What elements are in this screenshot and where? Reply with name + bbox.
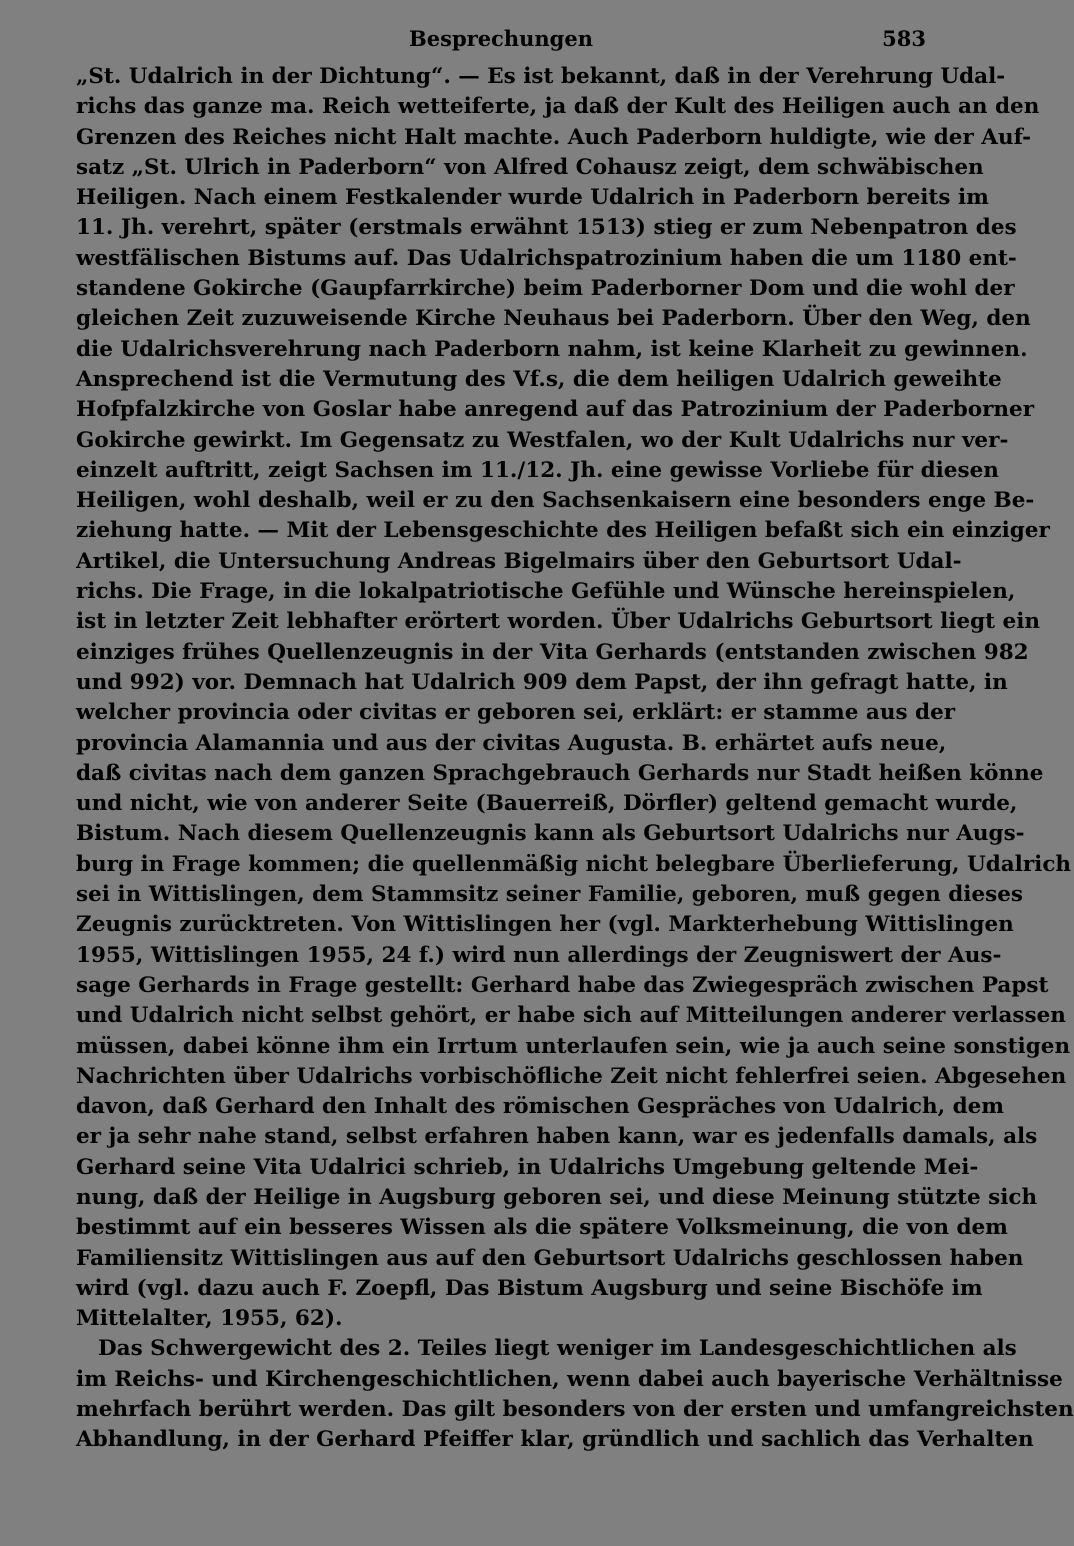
text-line: nung, daß der Heilige in Augsburg geboren sei, und diese Meinung stützte sich bbox=[76, 1184, 1038, 1210]
text-line: „St. Udalrich in der Dichtung“. — Es ist bekannt, daß in der Verehrung Udal- bbox=[76, 64, 1006, 89]
text-line: ziehung hatte. — Mit der Lebensgeschichte des Heiligen befaßt sich ein einziger bbox=[76, 518, 1050, 544]
text-line: müssen, dabei könne ihm ein Irrtum unterlaufen sein, wie ja auch seine sonstigen bbox=[76, 1033, 1071, 1059]
text-line: Hofpfalzkirche von Goslar habe anregend auf das Patrozinium der Paderborner bbox=[76, 397, 1035, 423]
text-line: Heiligen. Nach einem Festkalender wurde Udalrich in Paderborn bereits im bbox=[76, 185, 989, 211]
text-line: und Udalrich nicht selbst gehört, er habe sich auf Mitteilungen anderer verlassen bbox=[76, 1003, 1066, 1029]
text-line: 1955, Wittislingen 1955, 24 f.) wird nun allerdings der Zeugniswert der Aus- bbox=[76, 942, 1002, 968]
body-text bbox=[76, 62, 1074, 1456]
text-line: Grenzen des Reiches nicht Halt machte. Auch Paderborn huldigte, wie der Auf- bbox=[76, 124, 1031, 150]
text-line: und nicht, wie von anderer Seite (Bauerreiß, Dörfler) geltend gemacht wurde, bbox=[76, 791, 1018, 817]
text-line: Heiligen, wohl deshalb, weil er zu den Sachsenkaisern eine besonders enge Be- bbox=[76, 488, 1035, 514]
page-number: 583 bbox=[882, 26, 926, 51]
text-line: wird (vgl. dazu auch F. Zoepfl, Das Bistum Augsburg und seine Bischöfe im bbox=[76, 1275, 983, 1301]
text-line: richs das ganze ma. Reich wetteiferte, ja daß der Kult des Heiligen auch an den bbox=[76, 94, 1040, 120]
text-line: westfälischen Bistums auf. Das Udalrichspatrozinium haben die um 1180 ent- bbox=[76, 245, 1017, 271]
text-line: Artikel, die Untersuchung Andreas Bigelmairs über den Geburtsort Udal- bbox=[76, 548, 962, 574]
text-line: die Udalrichsverehrung nach Paderborn nahm, ist keine Klarheit zu gewinnen. bbox=[76, 336, 1028, 362]
text-line: provincia Alamannia und aus der civitas Augusta. B. erhärtet aufs neue, bbox=[76, 730, 947, 756]
running-title: Besprechungen bbox=[409, 26, 593, 51]
text-line: Nachrichten über Udalrichs vorbischöfliche Zeit nicht fehlerfrei seien. Abgesehen bbox=[76, 1063, 1067, 1089]
text-line: standene Gokirche (Gaupfarrkirche) beim Paderborner Dom und die wohl der bbox=[76, 276, 1015, 302]
text-line: Bistum. Nach diesem Quellenzeugnis kann als Geburtsort Udalrichs nur Augs- bbox=[76, 821, 1025, 847]
paragraph bbox=[76, 62, 1072, 1334]
text-line: richs. Die Frage, in die lokalpatriotische Gefühle und Wünsche hereinspielen, bbox=[76, 579, 1016, 605]
text-line: Ansprechend ist die Vermutung des Vf.s, die dem heiligen Udalrich geweihte bbox=[76, 366, 1002, 392]
text-line: sage Gerhards in Frage gestellt: Gerhard habe das Zwiegespräch zwischen Papst bbox=[76, 972, 1049, 998]
text-line: einzelt auftritt, zeigt Sachsen im 11./12. Jh. eine gewisse Vorliebe für diesen bbox=[76, 457, 999, 483]
text-line: Familiensitz Wittislingen aus auf den Geburtsort Udalrichs geschlossen haben bbox=[76, 1245, 1024, 1271]
running-header bbox=[76, 24, 926, 58]
text-line: im Reichs- und Kirchengeschichtlichen, wenn dabei auch bayerische Verhältnisse bbox=[76, 1366, 1063, 1392]
text-line: Abhandlung, in der Gerhard Pfeiffer klar, gründlich und sachlich das Verhalten bbox=[76, 1427, 1034, 1453]
text-line: Gokirche gewirkt. Im Gegensatz zu Westfalen, wo der Kult Udalrichs nur ver- bbox=[76, 427, 1009, 453]
text-line: Das Schwergewicht des 2. Teiles liegt weniger im Landesgeschichtlichen als bbox=[98, 1336, 1017, 1362]
text-line: einziges frühes Quellenzeugnis in der Vita Gerhards (entstanden zwischen 982 bbox=[76, 639, 1029, 665]
text-line: davon, daß Gerhard den Inhalt des römischen Gespräches von Udalrich, dem bbox=[76, 1094, 1005, 1120]
text-line: er ja sehr nahe stand, selbst erfahren haben kann, war es jedenfalls damals, als bbox=[76, 1124, 1038, 1150]
text-line: gleichen Zeit zuzuweisende Kirche Neuhaus bei Paderborn. Über den Weg, den bbox=[76, 306, 1031, 332]
text-line: daß civitas nach dem ganzen Sprachgebrauch Gerhards nur Stadt heißen könne bbox=[76, 760, 1044, 786]
text-line: und 992) vor. Demnach hat Udalrich 909 dem Papst, der ihn gefragt hatte, in bbox=[76, 669, 1008, 695]
text-line: Gerhard seine Vita Udalrici schrieb, in Udalrichs Umgebung geltende Mei- bbox=[76, 1154, 979, 1180]
paragraph bbox=[76, 1334, 1074, 1455]
text-line: bestimmt auf ein besseres Wissen als die spätere Volksmeinung, die von dem bbox=[76, 1215, 1008, 1241]
text-line: sei in Wittislingen, dem Stammsitz seiner Familie, geboren, muß gegen dieses bbox=[76, 882, 1023, 908]
text-line: burg in Frage kommen; die quellenmäßig nicht belegbare Überlieferung, Udalrich bbox=[76, 851, 1072, 877]
text-line: Zeugnis zurücktreten. Von Wittislingen her (vgl. Markterhebung Wittislingen bbox=[76, 912, 1014, 938]
text-line: welcher provincia oder civitas er geboren sei, erklärt: er stamme aus der bbox=[76, 700, 956, 726]
text-line: Mittelalter, 1955, 62). bbox=[76, 1306, 343, 1332]
text-line: ist in letzter Zeit lebhafter erörtert worden. Über Udalrichs Geburtsort liegt ein bbox=[76, 609, 1041, 635]
text-line: satz „St. Ulrich in Paderborn“ von Alfred Cohausz zeigt, dem schwäbischen bbox=[76, 154, 984, 180]
text-line: mehrfach berührt werden. Das gilt besonders von der ersten und umfangreichsten bbox=[76, 1397, 1074, 1423]
text-line: 11. Jh. verehrt, später (erstmals erwähnt 1513) stieg er zum Nebenpatron des bbox=[76, 215, 1017, 241]
